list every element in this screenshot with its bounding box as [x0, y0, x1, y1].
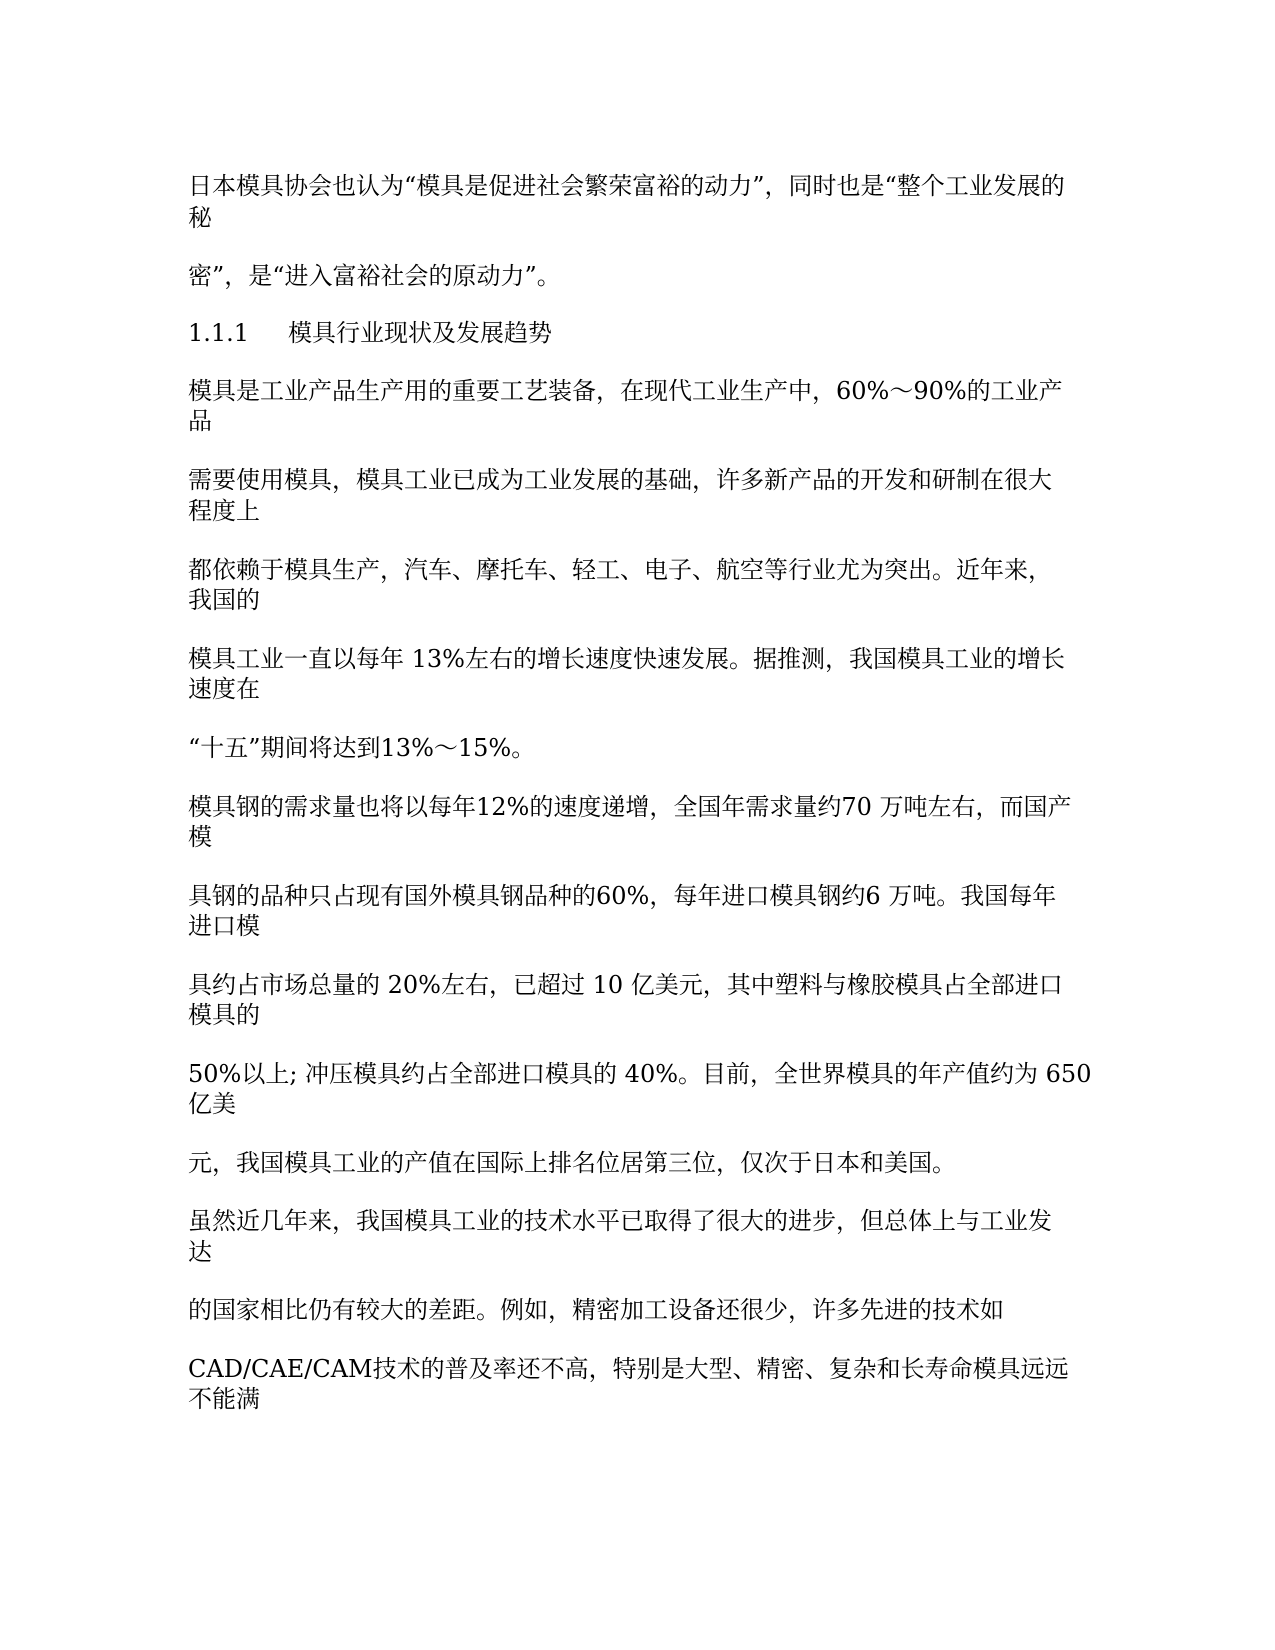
text-line: 不能满	[188, 1385, 260, 1413]
text-line: 我国的	[188, 586, 260, 614]
text-line: 模具的	[188, 1001, 260, 1029]
text-line: 的国家相比仍有较大的差距。例如，精密加工设备还很少，许多先进的技术如	[188, 1296, 1004, 1324]
text-line: 元，我国模具工业的产值在国际上排名位居第三位，仅次于日本和美国。	[188, 1149, 956, 1177]
text-line: 具钢的品种只占现有国外模具钢品种的60%，每年进口模具钢约6 万吨。我国每年	[188, 882, 1057, 910]
text-line: 模具钢的需求量也将以每年12%的速度递增，全国年需求量约70 万吨左右，而国产	[188, 793, 1072, 821]
section-title: 模具行业现状及发展趋势	[288, 319, 552, 347]
section-number: 1.1.1	[188, 319, 250, 347]
text-line: 都依赖于模具生产，汽车、摩托车、轻工、电子、航空等行业尤为突出。近年来，	[188, 556, 1052, 584]
text-line: 需要使用模具，模具工业已成为工业发展的基础，许多新产品的开发和研制在很大	[188, 466, 1052, 494]
text-line: 日本模具协会也认为“模具是促进社会繁荣富裕的动力”，同时也是“整个工业发展的	[188, 172, 1065, 200]
text-line: 速度在	[188, 675, 260, 703]
text-line: “十五”期间将达到13%～15%。	[188, 734, 536, 762]
text-line: CAD/CAE/CAM技术的普及率还不高，特别是大型、精密、复杂和长寿命模具远远	[188, 1355, 1069, 1383]
text-line: 模	[188, 823, 212, 851]
section-heading	[188, 318, 552, 348]
text-line: 达	[188, 1238, 212, 1266]
text-line: 亿美	[188, 1090, 236, 1118]
text-line: 模具是工业产品生产用的重要工艺装备，在现代工业生产中，60%～90%的工业产	[188, 377, 1063, 405]
text-line: 虽然近几年来，我国模具工业的技术水平已取得了很大的进步，但总体上与工业发	[188, 1207, 1052, 1235]
text-line: 模具工业一直以每年 13%左右的增长速度快速发展。据推测，我国模具工业的增长	[188, 645, 1065, 673]
text-line: 程度上	[188, 497, 260, 525]
text-line: 50%以上; 冲压模具约占全部进口模具的 40%。目前，全世界模具的年产值约为 650	[188, 1060, 1092, 1088]
text-line: 进口模	[188, 912, 260, 940]
text-line: 具约占市场总量的 20%左右，已超过 10 亿美元，其中塑料与橡胶模具占全部进口	[188, 971, 1063, 999]
text-line: 秘	[188, 204, 212, 232]
text-line: 密”，是“进入富裕社会的原动力”。	[188, 262, 561, 290]
text-line: 品	[188, 407, 212, 435]
